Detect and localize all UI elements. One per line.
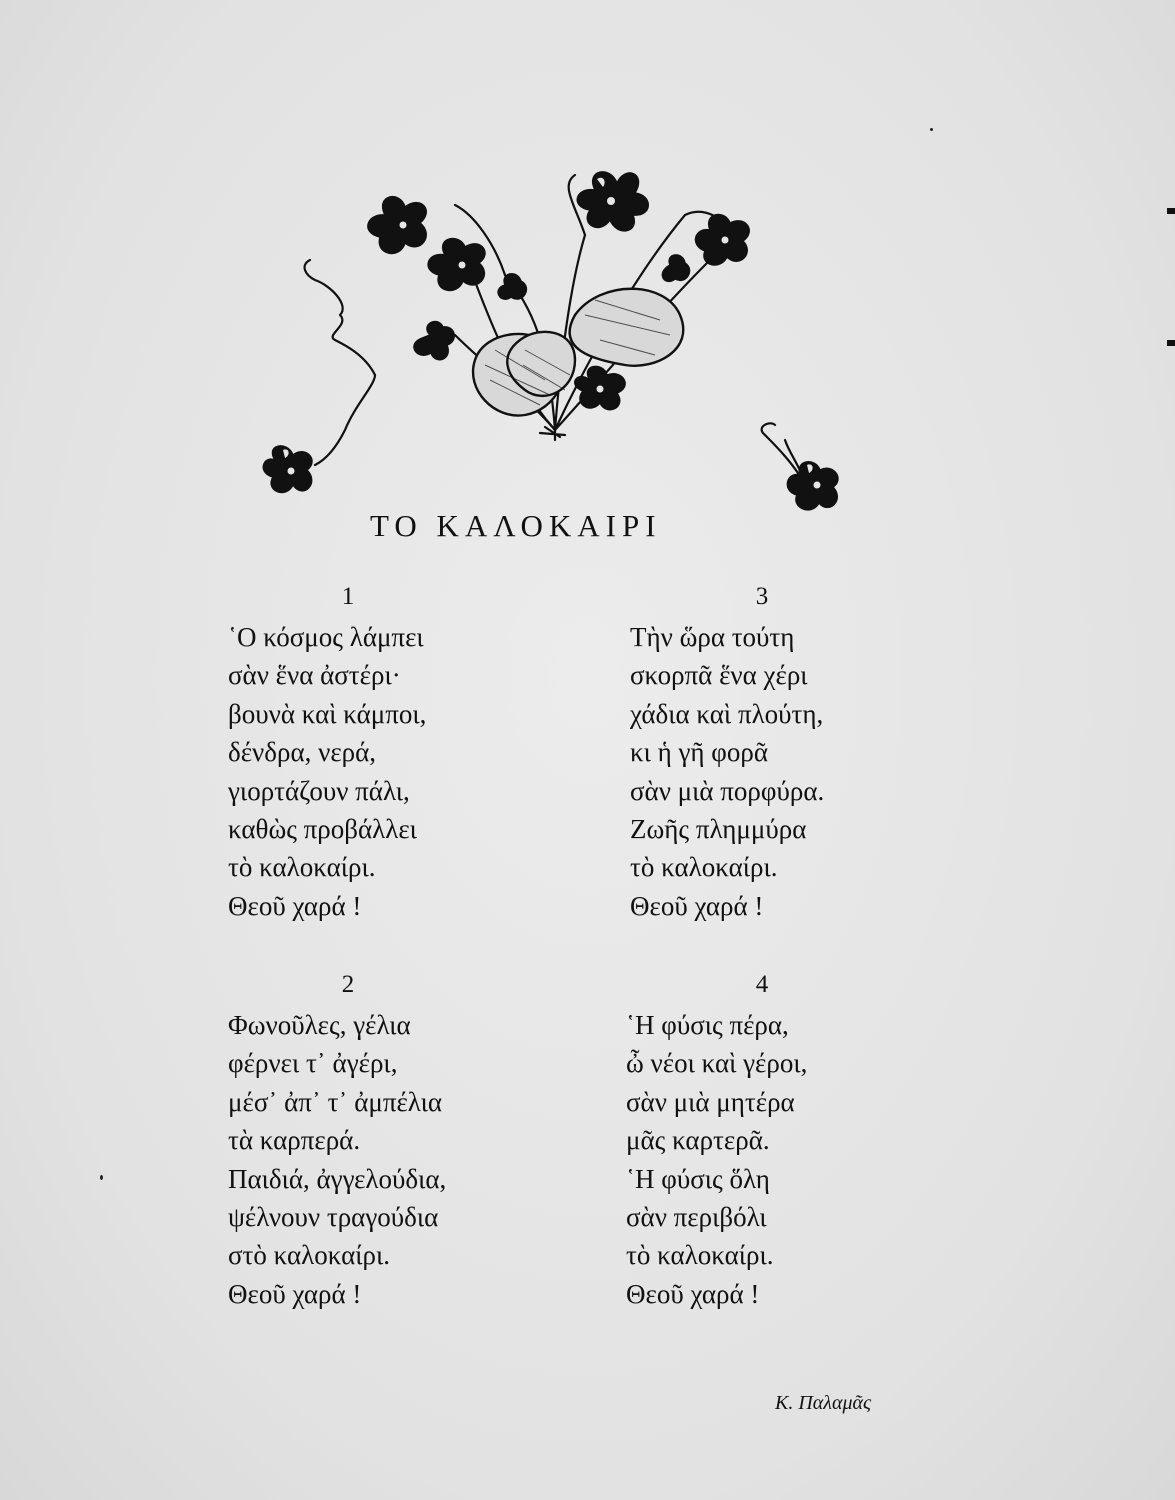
verse-line: σὰν ἕνα ἀστέρι·	[228, 660, 401, 691]
verse-line: σὰν περιβόλι	[626, 1201, 767, 1232]
stanza	[228, 966, 548, 1326]
verse-line: τὸ καλοκαίρι.	[626, 1240, 774, 1271]
stanza-number: 3	[755, 583, 769, 610]
verse-line: σὰν μιὰ μητέρα	[626, 1086, 795, 1117]
verse-line: τὸ καλοκαίρι.	[630, 852, 778, 883]
verse-line: Φωνοῦλες, γέλια	[228, 1010, 411, 1040]
verse-line: Τὴν ὥρα τούτη	[630, 622, 795, 652]
verse-line: Θεοῦ χαρά !	[228, 890, 362, 921]
stanza	[228, 578, 548, 938]
ink-speck	[930, 128, 933, 131]
verse-line: δένδρα, νερά,	[228, 737, 377, 768]
verse-line: μᾶς καρτερᾶ.	[626, 1125, 770, 1156]
verse-line: φέρνει τ᾿ ἀγέρι,	[228, 1048, 398, 1079]
verse-line: Παιδιά, ἀγγελούδια,	[228, 1163, 447, 1194]
author-signature: Κ. Παλαμᾶς	[775, 1392, 872, 1414]
verse-line: τὸ καλοκαίρι.	[228, 852, 376, 883]
verse-line: σὰν μιὰ πορφύρα.	[630, 775, 825, 806]
verse-line: ῾Ο κόσμος λάμπει	[228, 622, 424, 652]
verse-line: ῾Η φύσις πέρα,	[626, 1010, 789, 1040]
verse-line: μέσ᾿ ἀπ᾿ τ᾿ ἀμπέλια	[228, 1086, 442, 1117]
stanza-number: 2	[341, 971, 355, 998]
verse-line: κι ἡ γῆ φορᾶ	[630, 737, 768, 768]
verse-line: χάδια καὶ πλούτη,	[630, 698, 824, 729]
page-edge-mark	[1167, 340, 1175, 346]
stanza	[630, 578, 950, 938]
verse-line: Ζωῆς πλημμύρα	[630, 813, 807, 844]
stanza	[626, 966, 946, 1326]
stanza-number: 1	[341, 583, 355, 610]
verse-line: ψέλνουν τραγούδια	[228, 1201, 439, 1232]
verse-line: Θεοῦ χαρά !	[626, 1278, 760, 1309]
verse-line: καθὼς προβάλλει	[228, 813, 417, 844]
verse-line: Θεοῦ χαρά !	[630, 890, 764, 921]
stanza-number: 4	[755, 971, 769, 998]
verse-line: τὰ καρπερά.	[228, 1125, 361, 1156]
verse-line: βουνὰ καὶ κάμποι,	[228, 698, 427, 729]
ink-speck	[100, 1175, 103, 1180]
verse-line: ῾Η φύσις ὅλη	[626, 1163, 770, 1194]
violet-flowers-icon	[255, 165, 885, 560]
verse-line: ὦ νέοι καὶ γέροι,	[626, 1048, 808, 1079]
verse-line: στὸ καλοκαίρι.	[228, 1240, 391, 1271]
verse-line: σκορπᾶ ἕνα χέρι	[630, 660, 808, 691]
poem-title: ΤΟ ΚΑΛΟΚΑΙΡΙ	[370, 508, 662, 543]
verse-line: Θεοῦ χαρά !	[228, 1278, 362, 1309]
page-edge-mark	[1167, 208, 1175, 214]
verse-line: γιορτάζουν πάλι,	[228, 775, 410, 806]
